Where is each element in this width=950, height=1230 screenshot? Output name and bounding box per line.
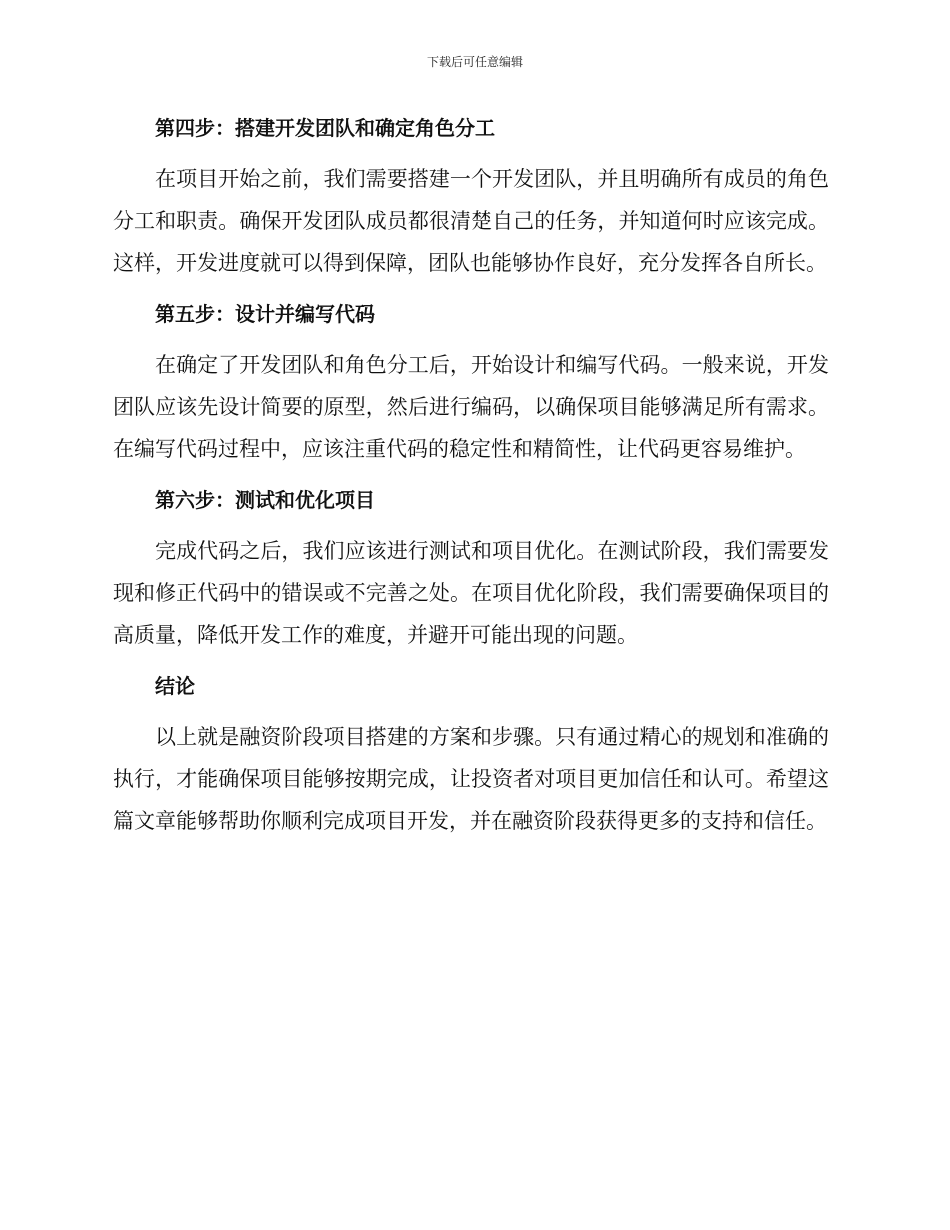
- section-conclusion: [113, 666, 829, 842]
- section-paragraph: 以上就是融资阶段项目搭建的方案和步骤。只有通过精心的规划和准确的执行，才能确保项目能够按期完成，让投资者对项目更加信任和认可。希望这篇文章能够帮助你顺利完成项目开发，并在融资阶段获得更多的支持和信任。: [113, 725, 829, 833]
- section-heading: 第四步：搭建开发团队和确定角色分工: [155, 116, 495, 140]
- section-paragraph: 在项目开始之前，我们需要搭建一个开发团队，并且明确所有成员的角色分工和职责。确保开发团队成员都很清楚自己的任务，并知道何时应该完成。这样，开发进度就可以得到保障，团队也能够协作良好，充分发挥各自所长。: [113, 167, 829, 275]
- section-paragraph: 在确定了开发团队和角色分工后，开始设计和编写代码。一般来说，开发团队应该先设计简要的原型，然后进行编码，以确保项目能够满足所有需求。在编写代码过程中，应该注重代码的稳定性和精简性，让代码更容易维护。: [113, 353, 829, 461]
- section-step-five: [113, 294, 829, 470]
- section-heading: 结论: [155, 674, 195, 698]
- section-step-six: [113, 480, 829, 656]
- section-step-four: [113, 108, 829, 284]
- document-body: [113, 108, 829, 842]
- section-heading: 第六步：测试和优化项目: [155, 488, 375, 512]
- section-heading: 第五步：设计并编写代码: [155, 302, 375, 326]
- header-note: 下载后可任意编辑: [426, 55, 523, 69]
- section-paragraph: 完成代码之后，我们应该进行测试和项目优化。在测试阶段，我们需要发现和修正代码中的错误或不完善之处。在项目优化阶段，我们需要确保项目的高质量，降低开发工作的难度，并避开可能出现的问题。: [113, 539, 829, 647]
